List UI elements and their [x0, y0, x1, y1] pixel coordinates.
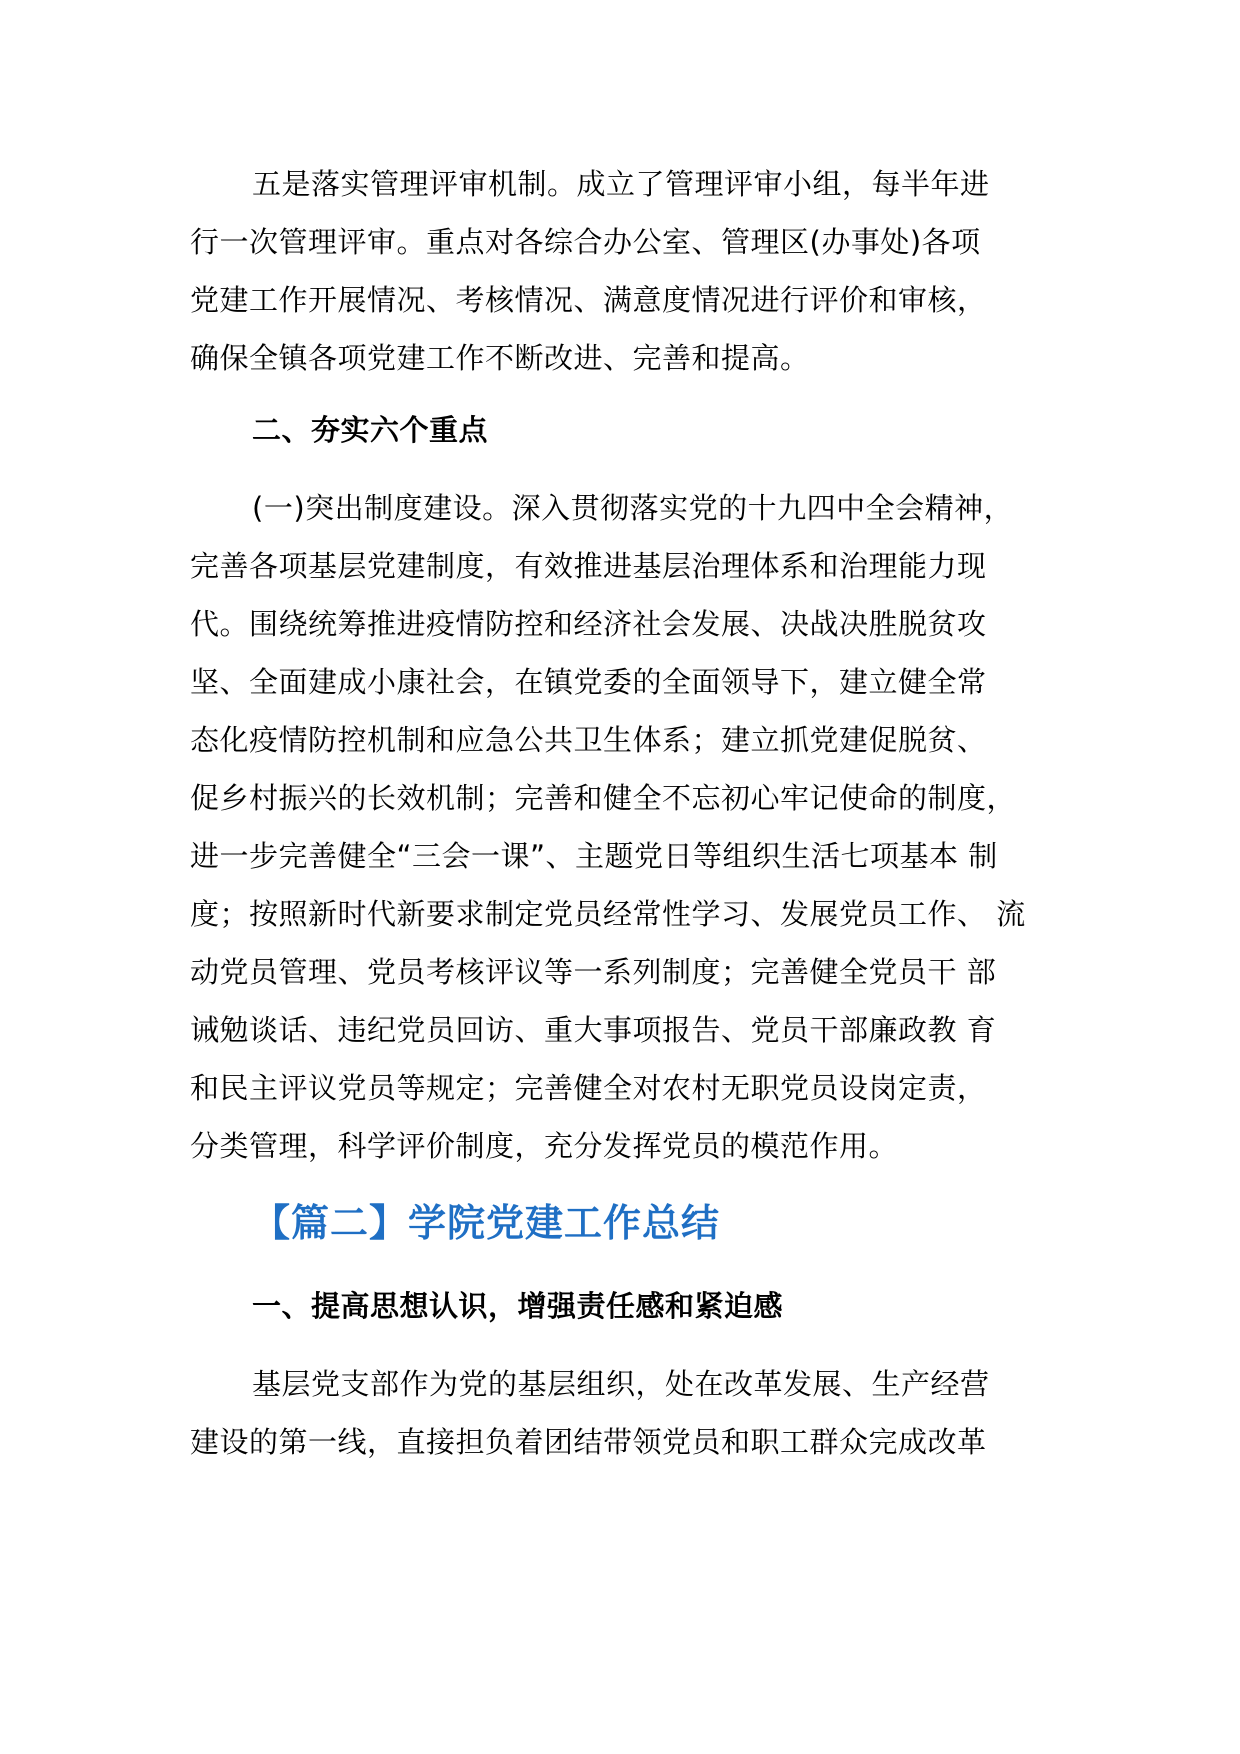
para2-line-6: 促乡村振兴的长效机制；完善和健全不忘初心牢记使命的制度， — [190, 781, 1017, 815]
heading-consolidate-six-priorities: 二、夯实六个重点 — [252, 413, 489, 447]
heading-raise-awareness: 一、提高思想认识，增强责任感和紧迫感 — [252, 1289, 784, 1323]
para1-line-4: 确保全镇各项党建工作不断改进、完善和提高。 — [190, 341, 810, 375]
para2-line-1: (一)突出制度建设。深入贯彻落实党的十九四中全会精神， — [252, 491, 1014, 525]
para2-line-3: 代。围绕统筹推进疫情防控和经济社会发展、决战决胜脱贫攻 — [190, 607, 987, 641]
para3-line-2: 建设的第一线，直接担负着团结带领党员和职工群众完成改革 — [190, 1425, 987, 1459]
para1-line-3: 党建工作开展情况、考核情况、满意度情况进行评价和审核， — [190, 283, 987, 317]
para3-line-1: 基层党支部作为党的基层组织，处在改革发展、生产经营 — [252, 1367, 990, 1401]
para2-line-2: 完善各项基层党建制度，有效推进基层治理体系和治理能力现 — [190, 549, 987, 583]
para2-line-7: 进一步完善健全“三会一课”、主题党日等组织生活七项基本 制 — [190, 839, 998, 873]
para2-line-8: 度；按照新时代新要求制定党员经常性学习、发展党员工作、 流 — [190, 897, 1026, 931]
para2-line-10: 诫勉谈话、违纪党员回访、重大事项报告、党员干部廉政教 育 — [190, 1013, 997, 1047]
para2-line-4: 坚、全面建成小康社会，在镇党委的全面领导下，建立健全常 — [190, 665, 987, 699]
para2-line-12: 分类管理，科学评价制度，充分发挥党员的模范作用。 — [190, 1129, 899, 1163]
para1-line-2: 行一次管理评审。重点对各综合办公室、管理区(办事处)各项 — [190, 225, 981, 259]
para2-line-11: 和民主评议党员等规定；完善健全对农村无职党员设岗定责， — [190, 1071, 987, 1105]
section-title: 【篇二】学院党建工作总结 — [252, 1201, 721, 1245]
para2-line-5: 态化疫情防控机制和应急公共卫生体系；建立抓党建促脱贫、 — [190, 723, 987, 757]
para1-line-1: 五是落实管理评审机制。成立了管理评审小组，每半年进 — [252, 167, 990, 201]
para2-line-9: 动党员管理、党员考核评议等一系列制度；完善健全党员干 部 — [190, 955, 997, 989]
